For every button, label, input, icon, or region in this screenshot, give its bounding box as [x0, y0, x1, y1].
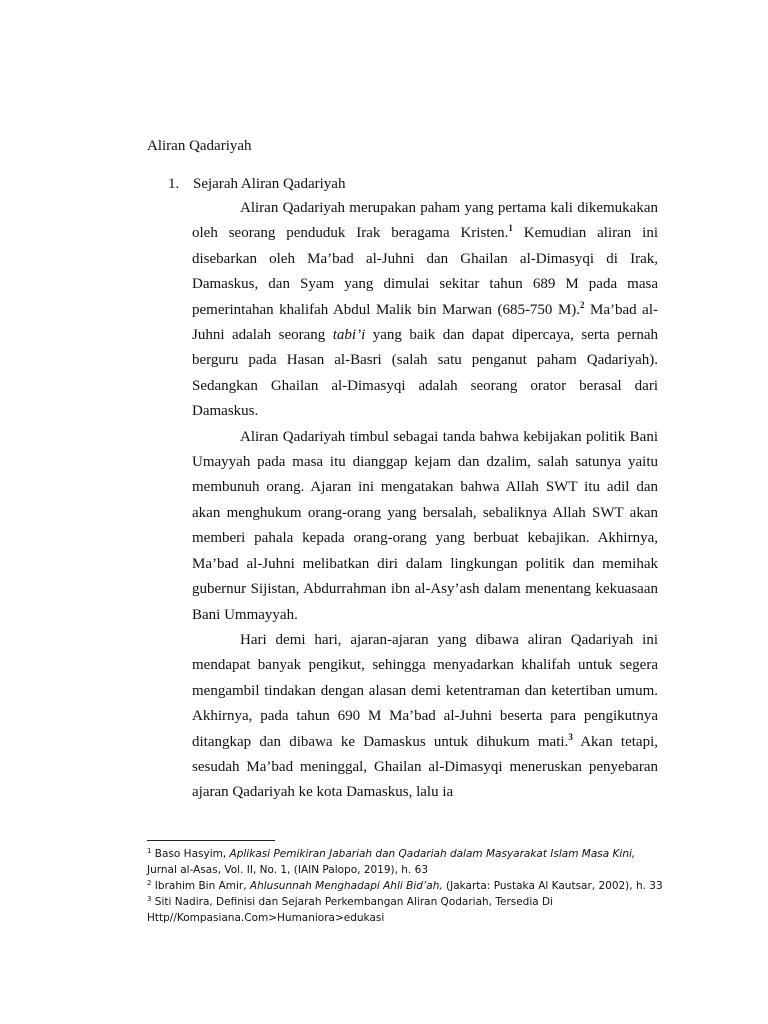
section-heading: [168, 174, 345, 194]
section-number: 1.: [168, 176, 180, 192]
body-text: [192, 196, 658, 806]
footnote-text: (Jakarta: Pustaka Al Kautsar, 2002), h. 33: [442, 880, 663, 892]
footnote-text: Siti Nadira, Definisi dan Sejarah Perkembangan Aliran Qodariah, Tersedia Di Http//Kompasiana.Com>Humaniora>edukasi: [147, 896, 554, 924]
footnote-ref-3: 3: [568, 731, 573, 742]
paragraph-2: Aliran Qadariyah timbul sebagai tanda bahwa kebijakan politik Bani Umayyah pada masa itu dianggap kejam dan dzalim, salah satunya yaitu membunuh orang. Ajaran ini mengatakan bahwa Allah SWT itu adil dan akan menghukum orang-orang yang bersalah, sebaliknya Allah SWT akan memberi pahala kepada orang-orang yang berbuat kebajikan. Akhirnya, Ma’bad al-Juhni melibatkan diri dalam lingkungan politik dan memihak gubernur Sijistan, Abdurrahman ibn al-Asy’ash dalam menentang kekuasaan Bani Ummayyah.: [192, 428, 658, 623]
footnote-3: [147, 894, 667, 926]
footnote-mark: 2: [147, 879, 152, 887]
footnote-mark: 1: [147, 847, 152, 855]
paragraph-1-text-a: Aliran Qadariyah merupakan paham yang pertama kali dikemukakan oleh seorang penduduk Irak beragama Kristen.: [192, 200, 658, 242]
footnote-1: [147, 846, 667, 878]
footnote-text: Baso Hasyim,: [151, 848, 230, 860]
paragraph-1: [192, 196, 658, 425]
footnote-separator: [147, 840, 275, 841]
heading: Aliran Qadariyah: [147, 138, 252, 154]
footnote-ref-1: 1: [508, 223, 513, 234]
footnote-title: Aplikasi Pemikiran Jabariah dan Qadariah dalam Masyarakat Islam Masa Kini,: [229, 848, 636, 860]
footnote-text: Jurnal al-Asas, Vol. II, No. 1, (IAIN Palopo, 2019), h. 63: [147, 864, 428, 876]
footnote-title: Ahlusunnah Menghadapi Ahli Bid’ah,: [249, 880, 443, 892]
paragraph-3: [192, 628, 658, 806]
section-title: Sejarah Aliran Qadariyah: [193, 176, 346, 192]
paragraph-3-text-b: Akan tetapi, sesudah Ma’bad meninggal, Ghailan al-Dimasyqi meneruskan penyebaran ajaran Qadariyah ke kota Damaskus, lalu ia: [192, 733, 659, 801]
paragraph-3-text-a: Hari demi hari, ajaran-ajaran yang dibawa aliran Qadariyah ini mendapat banyak pengikut, sehingga menyadarkan khalifah untuk segera mengambil tindakan dengan alasan demi ketentraman dan ketertiban umum. Akhirnya, pada tahun 690 M Ma’bad al-Juhni beserta para pengikutnya ditangkap dan dibawa ke Damaskus untuk dihukum mati.: [192, 631, 658, 750]
paragraph-1-text-c: Ma’bad al-Juhni adalah seorang: [192, 301, 659, 344]
footnote-ref-2: 2: [580, 299, 585, 310]
italic-term: tabi’i: [332, 327, 366, 344]
paragraph-1-text-b: Kemudian aliran ini disebarkan oleh Ma’bad al-Juhni dan Ghailan al-Dimasyqi di Irak, Damaskus, dan Syam yang dimulai sekitar tahun 689 M pada masa pemerintahan khalifah Abdul Malik bin Marwan (685-750 M).: [192, 225, 658, 318]
footnote-2: [147, 878, 667, 894]
footnote-mark: 3: [147, 895, 152, 903]
footnote-text: Ibrahim Bin Amir,: [151, 880, 250, 892]
paragraph-1-text-d: yang baik dan dapat dipercaya, serta pernah berguru pada Hasan al-Basri (salah satu penganut paham Qadariyah). Sedangkan Ghailan al-Dimasyqi adalah seorang orator berasal dari Damaskus.: [192, 327, 658, 420]
footnotes: [147, 846, 667, 926]
